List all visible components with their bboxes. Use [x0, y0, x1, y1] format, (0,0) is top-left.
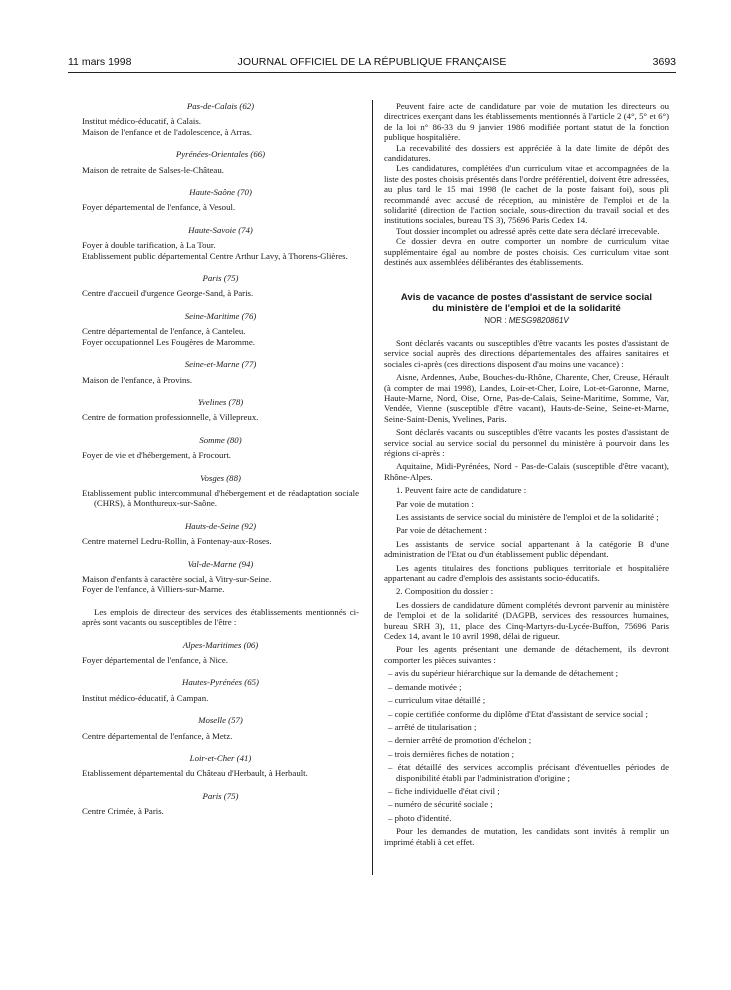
spacer	[82, 347, 359, 359]
nor-reference	[384, 316, 669, 326]
establishment-line: Institut médico-éducatif, à Campan.	[82, 692, 209, 703]
left-sections-a	[82, 101, 359, 607]
establishment-line: Centre maternel Ledru-Rollin, à Fontenay-aux-Roses.	[82, 536, 272, 547]
paragraph: Tout dossier incomplet ou adressé après cette date sera déclaré irrecevable.	[396, 225, 660, 236]
spacer	[82, 137, 359, 149]
list-item: – dernier arrêté de promotion d'échelon ;	[388, 735, 532, 746]
list-item: – trois dernières fiches de notation ;	[388, 748, 515, 759]
left-sections-b	[82, 640, 359, 829]
list-item: – avis du supérieur hiérarchique sur la demande de détachement ;	[388, 668, 619, 679]
paragraph: Sont déclarés vacants ou susceptibles d'être vacants les postes d'assistant de service social auprès des directions départementales des affaires sanitaires et sociales ci-après (ces directions disposent d'au moins une vacance) :	[384, 337, 669, 369]
paragraph: Peuvent faire acte de candidature par voie de mutation les directeurs ou directrices exerçant dans les établissements mentionnés à l'article 2 (4°, 5° et 6°) de la loi n° 86-33 du 9 janvier 1986 modifiée portant statut de la fonction publique hospitalière.	[384, 101, 669, 143]
establishment-line: Centre départemental de l'enfance, à Metz.	[82, 730, 233, 741]
department-heading: Haute-Saône (70)	[189, 187, 252, 198]
spacer	[384, 280, 669, 292]
department-heading: Hauts-de-Seine (92)	[184, 520, 257, 531]
paragraph: Les assistants de service social appartenant à la catégorie B d'une administration de l'Etat ou d'un établissement public dépendant.	[384, 538, 669, 560]
list-item: – numéro de sécurité sociale ;	[388, 799, 493, 810]
establishment-line: Maison de l'enfance et de l'adolescence, à Arras.	[82, 126, 252, 137]
establishment-line: Centre Crimée, à Paris.	[82, 806, 164, 817]
list-item: – demande motivée ;	[388, 681, 462, 692]
department-heading: Pas-de-Calais (62)	[186, 101, 255, 111]
header-date: 11 mars 1998	[68, 56, 132, 68]
department-heading: Hautes-Pyrénées (65)	[182, 677, 259, 688]
spacer	[82, 175, 359, 187]
spacer	[82, 628, 359, 640]
paragraph: Aquitaine, Midi-Pyrénées, Nord - Pas-de-Calais (susceptible d'être vacant), Rhône-Alpes.	[384, 461, 669, 482]
paragraph: Par voie de mutation :	[396, 498, 474, 509]
department-heading: Seine-Maritime (76)	[184, 310, 257, 321]
establishment-line: Centre de formation professionnelle, à Villepreux.	[82, 412, 259, 423]
spacer	[82, 299, 359, 311]
department-heading: Paris (75)	[202, 790, 239, 801]
spacer	[82, 509, 359, 521]
paragraph: 1. Peuvent faire acte de candidature :	[396, 485, 527, 496]
establishment-line: Maison de retraite de Salses-le-Château.	[82, 164, 224, 175]
establishment-line: Foyer de l'enfance, à Villiers-sur-Marne.	[82, 584, 225, 595]
right-column	[384, 101, 669, 850]
list-item: – copie certifiée conforme du diplôme d'Etat d'assistant de service social ;	[388, 708, 648, 719]
paragraph: La recevabilité des dossiers est appréciée à la date limite de dépôt des candidatures.	[384, 142, 669, 164]
spacer	[82, 385, 359, 397]
department-heading: Alpes-Maritimes (06)	[182, 639, 259, 650]
department-heading: Loir-et-Cher (41)	[189, 753, 252, 764]
list-item: – arrêté de titularisation ;	[388, 721, 477, 732]
spacer	[82, 595, 359, 607]
paragraph: Les candidatures, complétées d'un curriculum vitae et accompagnées de la liste des postes choisis présentés dans l'ordre préférentiel, doivent être adressées, au plus tard le 15 mai 1998 (le cachet de la poste faisant foi), sous pli recommandé avec accusé de réception, au ministère de l'emploi et de la solidarité (direction de l'action sociale, sous-direction du travail social et des institutions sociales, bureau TS 3), 75696 Paris Cedex 14.	[384, 163, 669, 226]
candidature-conditions	[384, 101, 669, 268]
list-item: – état détaillé des services accomplis précisant d'éventuelles périodes de disponibilité établi par l'administration d'origine ;	[388, 762, 669, 783]
paragraph: 2. Composition du dossier :	[396, 586, 494, 597]
list-item: – fiche individuelle d'état civil ;	[388, 785, 500, 796]
department-heading: Moselle (57)	[198, 715, 243, 726]
department-heading: Haute-Savoie (74)	[188, 224, 253, 235]
list-item: – curriculum vitae détaillé ;	[388, 695, 486, 706]
department-heading: Somme (80)	[199, 434, 242, 445]
establishment-line: Foyer de vie et d'hébergement, à Frocourt.	[82, 450, 231, 461]
left-intro: Les emplois de directeur des services des établissements mentionnés ci-après sont vacants ou susceptibles de l'être :	[82, 606, 359, 628]
spacer	[82, 665, 359, 677]
spacer	[82, 423, 359, 435]
paragraph: Pour les demandes de mutation, les candidats sont invités à remplir un imprimé établi à cet effet.	[384, 826, 669, 847]
column-divider	[372, 100, 373, 875]
header-rule	[68, 72, 676, 73]
establishment-line: Maison de l'enfance, à Provins.	[82, 374, 193, 385]
paragraph: Par voie de détachement :	[396, 525, 487, 536]
establishment-line: Maison d'enfants à caractère social, à Vitry-sur-Seine.	[82, 573, 272, 584]
paragraph: Sont déclarés vacants ou susceptibles d'être vacants les postes d'assistant de service social au service social du personnel du ministère à pourvoir dans les régions ci-après :	[384, 427, 669, 458]
department-heading: Paris (75)	[202, 273, 239, 284]
spacer	[384, 268, 669, 280]
paragraph: Les assistants de service social du ministère de l'emploi et de la solidarité ;	[396, 512, 659, 522]
department-heading: Val-de-Marne (94)	[187, 558, 254, 569]
paragraph: Pour les agents présentant une demande de détachement, ils devront comporter les pièces suivantes :	[384, 644, 669, 665]
establishment-line: Centre départemental de l'enfance, à Canteleu.	[82, 326, 246, 337]
establishment-line: Etablissement public intercommunal d'hébergement et de réadaptation sociale (CHRS), à Monthureux-sur-Saône.	[82, 487, 359, 509]
avis-title-line1: Avis de vacance de postes d'assistant de service social	[400, 291, 653, 303]
establishment-line: Foyer départemental de l'enfance, à Vesoul.	[82, 202, 236, 213]
establishment-line: Centre d'accueil d'urgence George-Sand, à Paris.	[82, 288, 254, 299]
header-title: JOURNAL OFFICIEL DE LA RÉPUBLIQUE FRANÇAISE	[237, 56, 507, 68]
establishment-line: Foyer occupationnel Les Fougères de Maromme.	[82, 336, 255, 347]
list-item: – photo d'identité.	[388, 812, 452, 823]
establishment-line: Etablissement départemental du Château d'Herbault, à Herbault.	[82, 768, 308, 779]
spacer	[82, 461, 359, 473]
establishment-line: Foyer à double tarification, à La Tour.	[82, 240, 216, 251]
department-heading: Vosges (88)	[200, 472, 241, 483]
spacer	[82, 703, 359, 715]
nor-label: NOR :	[484, 315, 507, 325]
left-column	[82, 101, 359, 829]
paragraph: Les dossiers de candidature dûment complétés devront parvenir au ministère de l'emploi et de la solidarité (DAGPB, services des ressources humaines, bureau SRH 3), 11, place des Cinq-Martyrs-du-Lycée-Buffon, 75696 Paris Cedex 14, avant le 10 avril 1998, délai de rigueur.	[384, 599, 669, 642]
header-page-number: 3693	[652, 56, 676, 68]
establishment-line: Foyer départemental de l'enfance, à Nice.	[82, 655, 228, 665]
establishment-line: Institut médico-éducatif, à Calais.	[82, 116, 201, 127]
spacer	[82, 779, 359, 791]
department-heading: Pyrénées-Orientales (66)	[175, 149, 266, 160]
establishment-line: Etablissement public départemental Centre Arthur Lavy, à Thorens-Glières.	[82, 250, 348, 261]
spacer	[82, 261, 359, 273]
spacer	[384, 326, 669, 338]
paragraph: Aisne, Ardennes, Aube, Bouches-du-Rhône, Charente, Cher, Creuse, Hérault (à compter de mai 1998), Landes, Loir-et-Cher, Loire, Lot-et-Garonne, Marne, Haute-Marne, Nord, Oise, Orne, Pas-de-Calais, Seine-Maritime, Somme, Var, Vendée, Vienne (susceptible d'être vacant), Hauts-de-Seine, Seine-et-Marne, Seine-Saint-Denis, Yvelines, Paris.	[384, 372, 669, 424]
spacer	[82, 213, 359, 225]
avis-body	[384, 338, 669, 850]
department-heading: Seine-et-Marne (77)	[184, 359, 257, 370]
spacer	[82, 817, 359, 829]
spacer	[82, 547, 359, 559]
paragraph: Ce dossier devra en outre comporter un nombre de curriculum vitae supplémentaire égal au nombre de postes choisis. Ces curriculum vitae sont destinés aux assemblées délibérantes des établissements.	[384, 236, 669, 268]
avis-title-line2: du ministère de l'emploi et de la solidarité	[432, 302, 621, 314]
paragraph: Les agents titulaires des fonctions publiques territoriale et hospitalière appartenant au cadre d'emplois des assistants socio-éducatifs.	[384, 562, 669, 584]
nor-code: MESG9820861V	[508, 315, 569, 325]
spacer	[384, 847, 669, 850]
department-heading: Yvelines (78)	[197, 396, 244, 407]
spacer	[82, 741, 359, 753]
